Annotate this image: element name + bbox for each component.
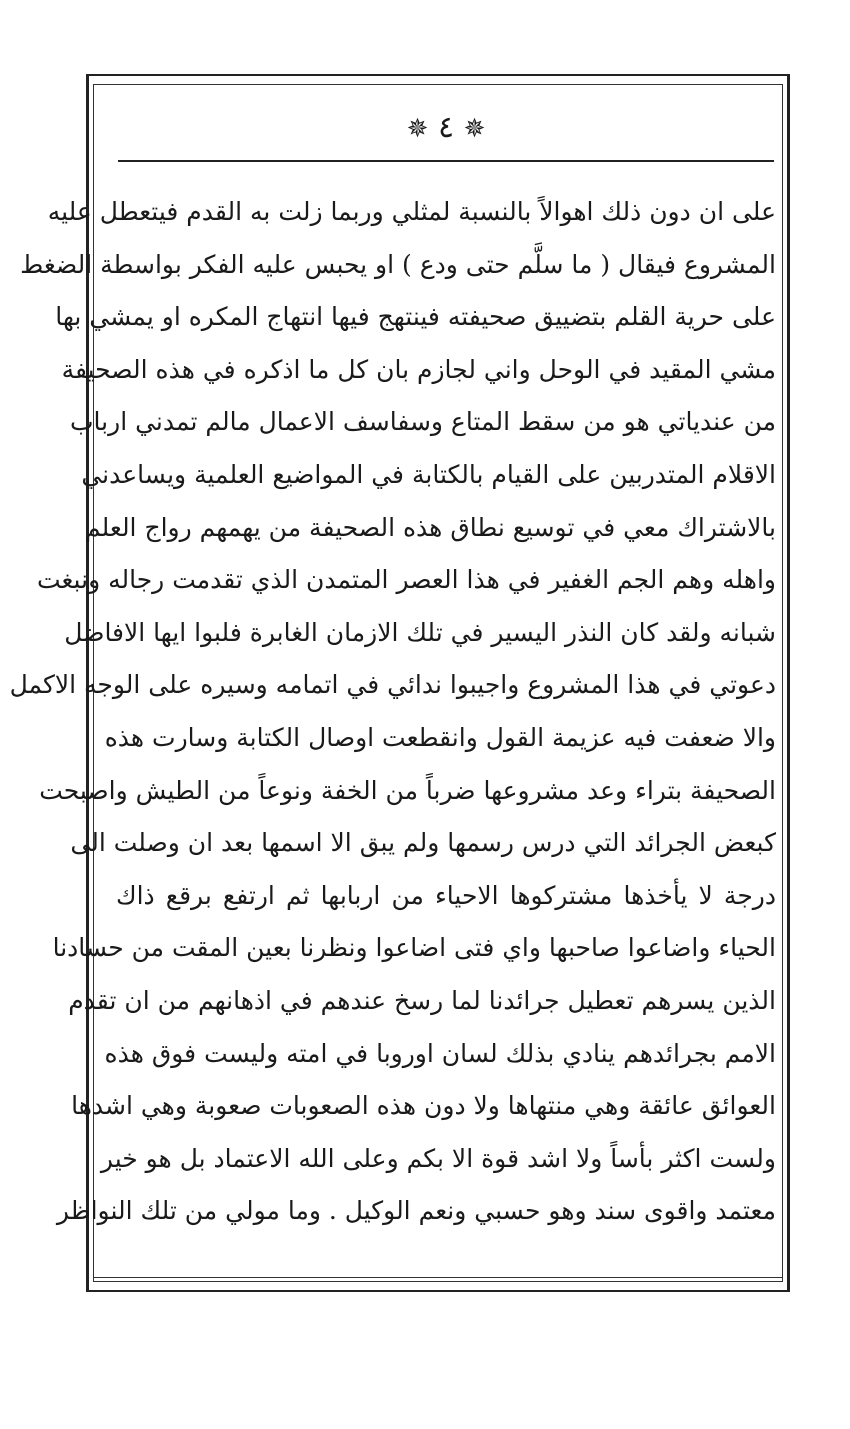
text-line: الاقلام المتدربين على القيام بالكتابة في المواضيع العلمية ويساعدني: [81, 459, 776, 489]
text-line: من عندياتي هو من سقط المتاع وسفاسف الاعمال مالم تمدني ارباب: [70, 407, 776, 437]
text-line: على ان دون ذلك اهوالاً بالنسبة لمثلي وربما زلت به القدم فيتعطل عليه: [47, 197, 776, 226]
text-line: الحياء واضاعوا صاحبها واي فتى اضاعوا ونظرنا بعين المقت من حسادنا: [52, 933, 776, 963]
text-line: ولست اكثر بأساً ولا اشد قوة الا بكم وعلى الله الاعتماد بل هو خير: [100, 1143, 776, 1173]
text-line: درجة لا يأخذها مشتركوها الاحياء من اربابها ثم ارتفع برقع ذاك: [116, 880, 776, 910]
text-line: معتمد واقوى سند وهو حسبي ونعم الوكيل . وما مولي من تلك النواظر: [56, 1196, 776, 1226]
text-line: الذين يسرهم تعطيل جرائدنا لما رسخ عندهم في اذهانهم من ان تقدم: [68, 985, 776, 1015]
text-line: الامم بجرائدهم ينادي بذلك لسان اوروبا في امته وليست فوق هذه: [104, 1038, 776, 1068]
text-line: على حرية القلم بتضييق صحيفته فينتهج فيها انتهاج المكره او يمشي بها: [55, 302, 776, 332]
body-text: [9, 186, 776, 1238]
text-line: المشروع فيقال ( ما سلَّم حتى ودع ) او يحبس عليه الفكر بواسطة الضغط: [20, 249, 776, 279]
text-line: العوائق عائقة وهي منتهاها ولا دون هذه الصعوبات صعوبة وهي اشدها: [71, 1091, 776, 1121]
page-number-value: ٤: [437, 110, 455, 145]
text-line: دعوتي في هذا المشروع واجيبوا ندائي في اتمامه وسيره على الوجه الاكمل: [9, 670, 776, 700]
text-line: الصحيفة بتراء وعد مشروعها ضرباً من الخفة ونوعاً من الطيش واصبحت: [39, 775, 776, 805]
text-line: مشي المقيد في الوحل واني لجازم بان كل ما اذكره في هذه الصحيفة: [61, 354, 776, 384]
page-number: [118, 110, 774, 147]
page-header: [118, 102, 774, 162]
footer-rule: [93, 1277, 783, 1278]
text-line: واهله وهم الجم الغفير في هذا العصر المتمدن الذي تقدمت رجاله ونبغت: [36, 565, 776, 595]
text-line: شبانه ولقد كان النذر اليسير في تلك الازمان الغابرة فلبوا ايها الافاضل: [64, 617, 776, 647]
ornament-left-icon: ✵: [406, 114, 429, 144]
header-rule: [118, 160, 774, 162]
text-line: بالاشتراك معي في توسيع نطاق هذه الصحيفة من يهمهم رواج العلم: [84, 512, 776, 542]
text-line: كبعض الجرائد التي درس رسمها ولم يبق الا اسمها بعد ان وصلت الى: [70, 828, 776, 858]
text-line: والا ضعفت فيه عزيمة القول وانقطعت اوصال الكتابة وسارت هذه: [104, 722, 776, 752]
ornament-right-icon: ✵: [463, 114, 486, 144]
